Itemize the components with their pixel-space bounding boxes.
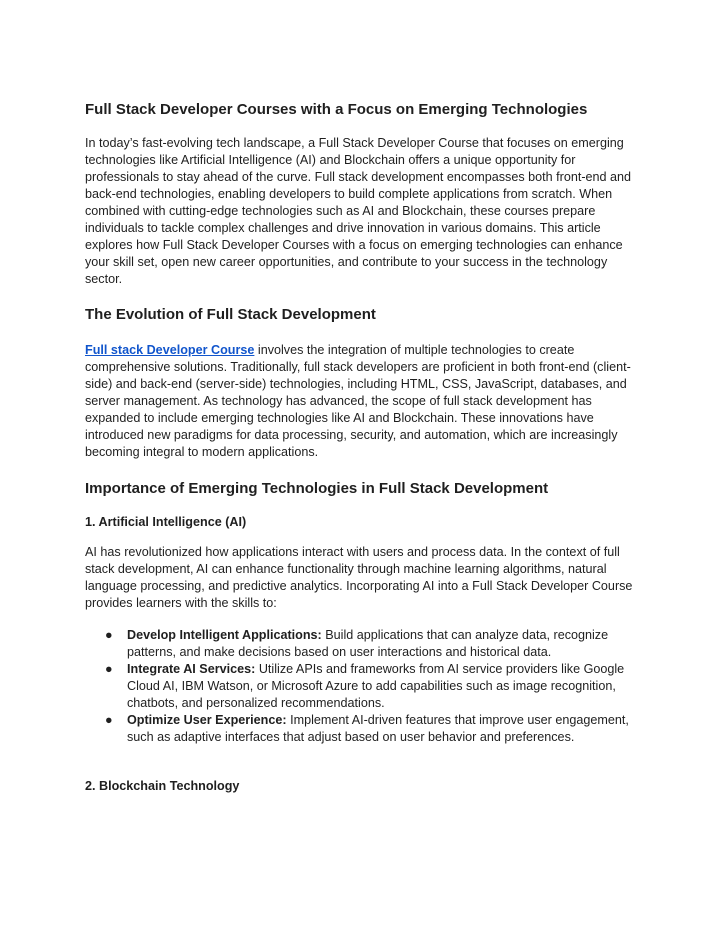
ai-bullet-list	[85, 627, 645, 746]
bullet-label: Integrate AI Services:	[127, 662, 256, 676]
bullet-label: Develop Intelligent Applications:	[127, 628, 322, 642]
page-title: Full Stack Developer Courses with a Focus on Emerging Technologies	[85, 101, 588, 118]
bullet-icon: ●	[105, 662, 113, 676]
bullet-icon: ●	[105, 628, 113, 642]
importance-heading: Importance of Emerging Technologies in Full Stack Development	[85, 480, 549, 497]
ai-paragraph: AI has revolutionized how applications interact with users and process data. In the context of full stack development, AI can enhance functionality through machine learning algorithms, natural language processing, and predictive analytics. Incorporating AI into a Full Stack Developer Course provides learners with the skills to:	[85, 545, 633, 610]
ai-heading: 1. Artificial Intelligence (AI)	[85, 515, 247, 529]
intro-paragraph: In today’s fast-evolving tech landscape, a Full Stack Developer Course that focuses on emerging technologies like Artificial Intelligence (AI) and Blockchain offers a unique opportunity for professionals to stay ahead of the curve. Full stack development encompasses both front-end and back-end technologies, enabling developers to build complete applications from scratch. When combined with cutting-edge technologies such as AI and Blockchain, these courses prepare individuals to tackle complex challenges and drive innovation in various domains. This article explores how Full Stack Developer Courses with a focus on emerging technologies can enhance your skill set, open new career opportunities, and contribute to your success in the technology sector.	[85, 136, 632, 286]
bullet-text: Implement AI-driven features that improve user engagement, such as adaptive interfaces that adjust based on user behavior and preferences.	[127, 713, 629, 744]
evolution-body: involves the integration of multiple technologies to create comprehensive solutions. Traditionally, full stack developers are proficient in both front-end (client-side) and back-end (server-side) technologies, including HTML, CSS, JavaScript, databases, and server management. As technology has advanced, the scope of full stack development has expanded to include emerging technologies like AI and Blockchain. These innovations have introduced new paradigms for data processing, security, and automation, which are increasingly becoming integral to modern applications.	[85, 343, 631, 459]
blockchain-heading: 2. Blockchain Technology	[85, 779, 240, 793]
bullet-text: Utilize APIs and frameworks from AI service providers like Google Cloud AI, IBM Watson, or Microsoft Azure to add capabilities such as image recognition, chatbots, and personalized recommendations.	[127, 662, 625, 710]
bullet-label: Optimize User Experience:	[127, 713, 287, 727]
evolution-heading: The Evolution of Full Stack Development	[85, 306, 376, 323]
evolution-paragraph	[85, 342, 645, 461]
bullet-icon: ●	[105, 713, 113, 727]
course-link[interactable]: Full stack Developer Course	[85, 343, 255, 357]
list-item	[85, 627, 645, 661]
list-item	[85, 661, 645, 712]
bullet-text: Build applications that can analyze data, recognize patterns, and make decisions based on user interactions and historical data.	[127, 628, 609, 659]
list-item	[85, 712, 645, 746]
